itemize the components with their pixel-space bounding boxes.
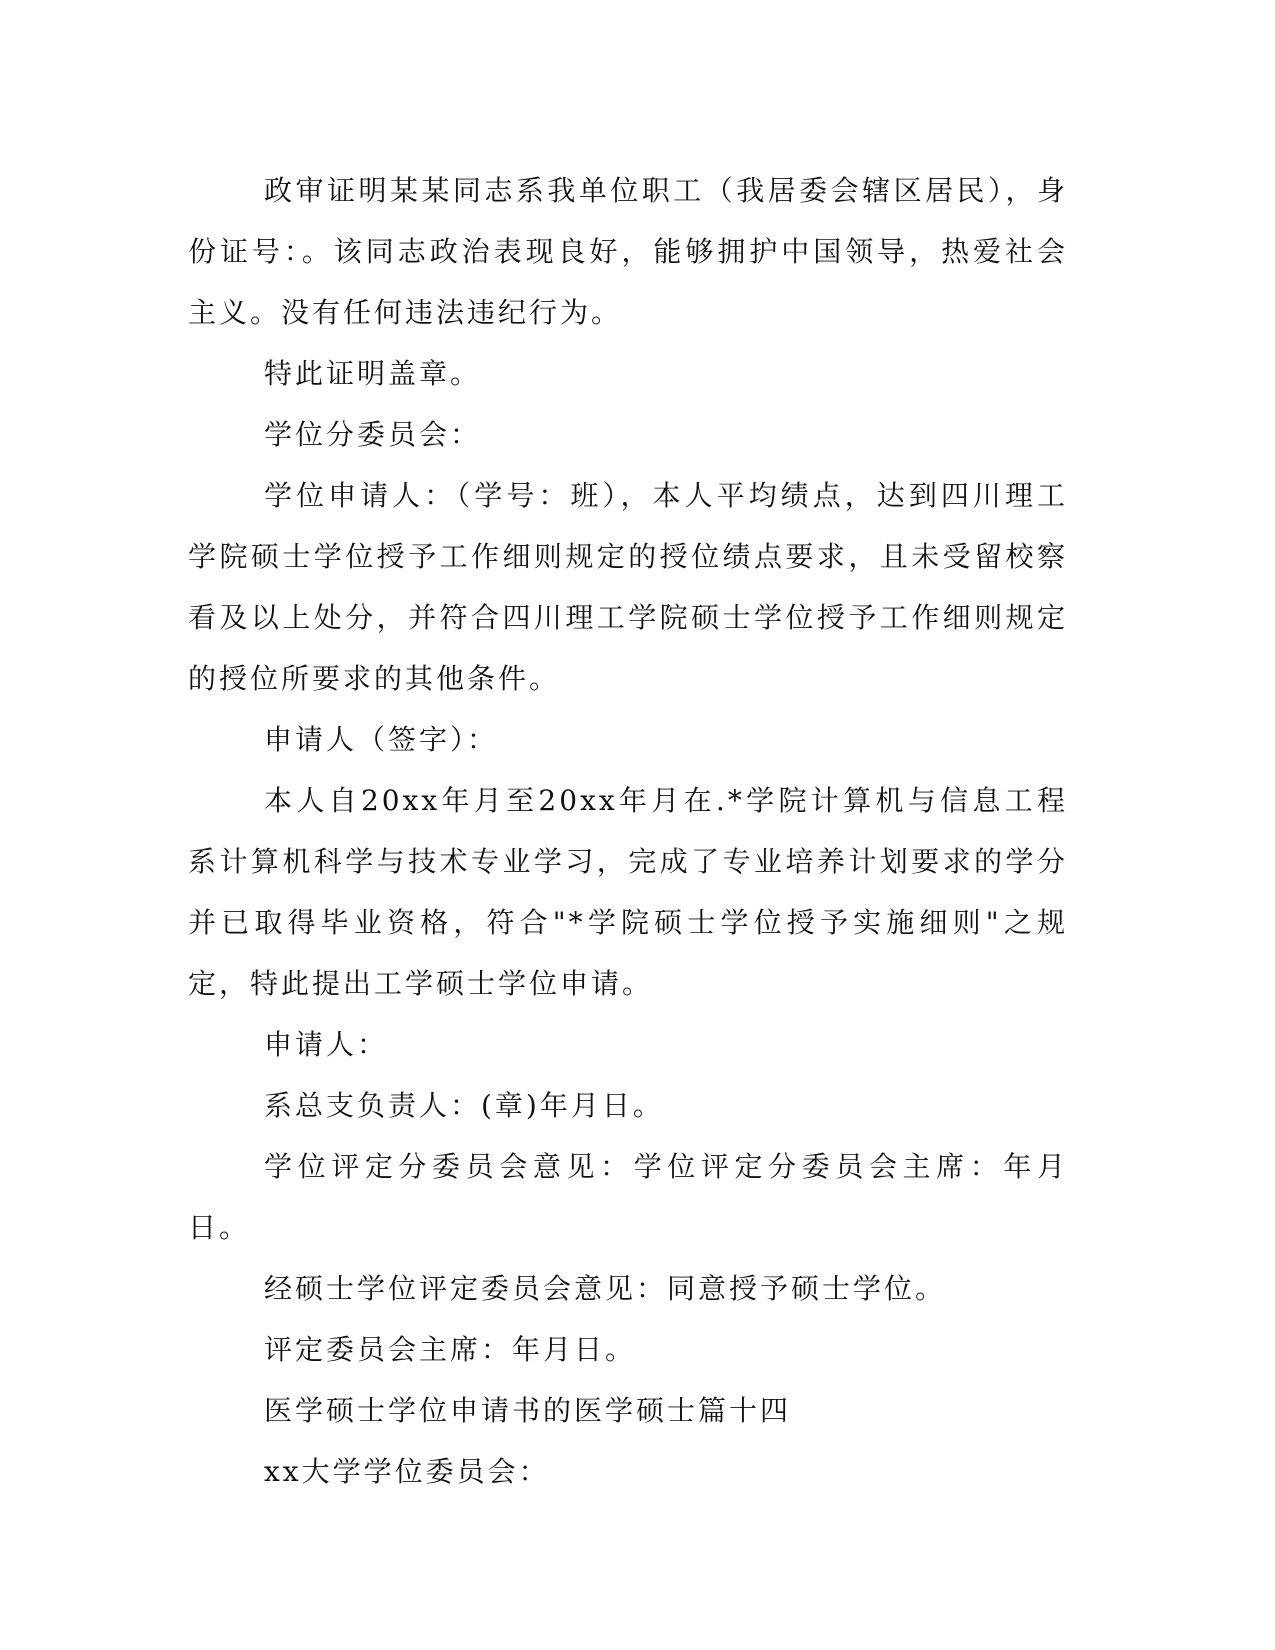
document-page <box>188 160 1068 1502</box>
paragraph-applicant: 申请人： <box>264 1028 389 1061</box>
paragraph-subcommittee-opinion: 学位评定分委员会意见：学位评定分委员会主席：年月日。 <box>188 1150 1068 1244</box>
paragraph-branch-leader: 系总支负责人：(章)年月日。 <box>264 1089 664 1122</box>
paragraph-degree-subcommittee: 学位分委员会： <box>264 418 482 451</box>
paragraph-applicant-signature: 申请人（签字）： <box>264 723 499 756</box>
paragraph-certification-seal: 特此证明盖章。 <box>264 357 482 390</box>
paragraph-degree-applicant: 学位申请人：（学号：班），本人平均绩点，达到四川理工学院硕士学位授予工作细则规定的授位绩点要求，且未受留校察看及以上处分，并符合四川理工学院硕士学位授予工作细则规定的授位所要求的其他条件。 <box>188 479 1068 695</box>
paragraph-study-statement: 本人自20xx年月至20xx年月在.*学院计算机与信息工程系计算机科学与技术专业学习，完成了专业培养计划要求的学分并已取得毕业资格，符合"*学院硕士学位授予实施细则"之规定，特此提出工学硕士学位申请。 <box>188 784 1068 1000</box>
paragraph-university-committee: xx大学学位委员会： <box>264 1455 550 1488</box>
paragraph-committee-opinion: 经硕士学位评定委员会意见：同意授予硕士学位。 <box>264 1272 947 1305</box>
paragraph-committee-chair: 评定委员会主席：年月日。 <box>264 1333 637 1366</box>
paragraph-political-review: 政审证明某某同志系我单位职工（我居委会辖区居民），身份证号：。该同志政治表现良好，能够拥护中国领导，热爱社会主义。没有任何违法违纪行为。 <box>188 174 1068 329</box>
paragraph-section-heading: 医学硕士学位申请书的医学硕士篇十四 <box>264 1394 792 1427</box>
